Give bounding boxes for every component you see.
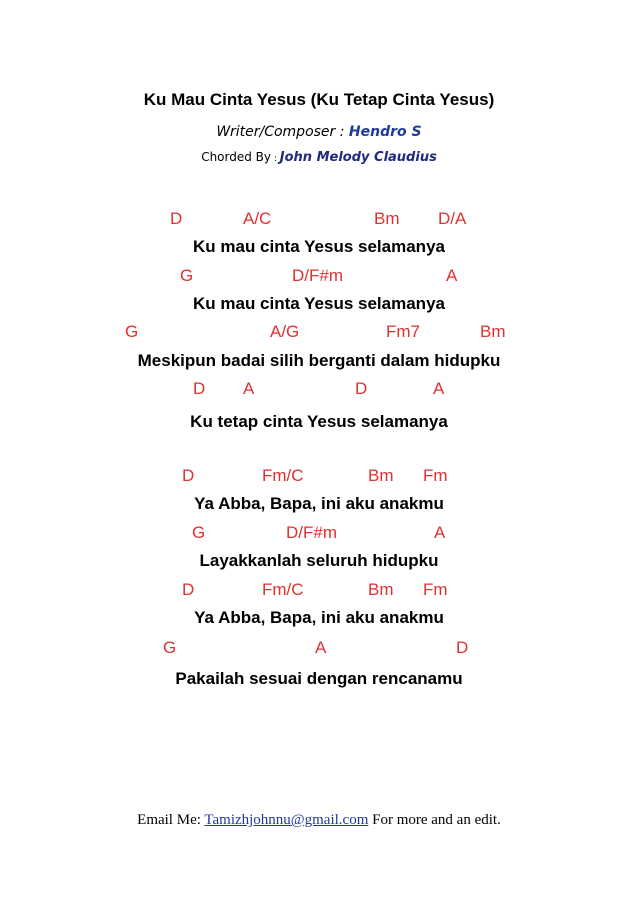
song-title: Ku Mau Cinta Yesus (Ku Tetap Cinta Yesus) xyxy=(143,90,495,109)
contact-footer xyxy=(0,812,638,829)
chord: D/A xyxy=(438,209,467,228)
chord: A xyxy=(446,266,458,285)
writer-credit xyxy=(0,124,638,140)
chord: D xyxy=(355,379,368,398)
chord: D xyxy=(456,638,469,657)
footer-suffix: For more and an edit. xyxy=(368,812,501,828)
chord: D xyxy=(182,466,195,485)
chord: G xyxy=(192,523,206,542)
chord: A/C xyxy=(243,209,272,228)
chord: Fm/C xyxy=(262,466,304,485)
chord: G xyxy=(125,322,139,341)
chord: A xyxy=(434,523,446,542)
chord: Bm xyxy=(368,580,394,599)
chord: D/F#m xyxy=(292,266,343,285)
writer-name: Hendro S xyxy=(348,124,422,140)
chord: G xyxy=(180,266,194,285)
chord: G xyxy=(163,638,177,657)
lyric-line: Ku mau cinta Yesus selamanya xyxy=(193,294,445,313)
chorded-label: Chorded By xyxy=(201,150,272,164)
lyric-line: Ku mau cinta Yesus selamanya xyxy=(193,237,445,256)
chorded-separator: : xyxy=(271,154,280,164)
chord: Fm/C xyxy=(262,580,304,599)
chord: A xyxy=(315,638,327,657)
chorded-credit xyxy=(0,150,638,165)
chord: A xyxy=(243,379,255,398)
chord: D/F#m xyxy=(286,523,337,542)
chord: D xyxy=(170,209,183,228)
chorded-name: John Melody Claudius xyxy=(279,150,437,165)
lyric-line: Meskipun badai silih berganti dalam hidupku xyxy=(137,351,501,370)
lyric-line: Ya Abba, Bapa, ini aku anakmu xyxy=(194,608,444,627)
lyric-line: Layakkanlah seluruh hidupku xyxy=(199,551,439,570)
lyric-line: Ku tetap cinta Yesus selamanya xyxy=(190,412,448,431)
chord: Bm xyxy=(368,466,394,485)
chord: A/G xyxy=(270,322,300,341)
lyric-line: Ya Abba, Bapa, ini aku anakmu xyxy=(194,494,444,513)
email-link[interactable]: Tamizhjohnnu@gmail.com xyxy=(204,812,369,828)
writer-label: Writer/Composer : xyxy=(216,124,349,140)
chord: D xyxy=(182,580,195,599)
chord: Bm xyxy=(374,209,400,228)
lyric-line: Pakailah sesuai dengan rencanamu xyxy=(175,669,463,688)
chord: Bm xyxy=(480,322,506,341)
chord: A xyxy=(433,379,445,398)
footer-prefix: Email Me: xyxy=(137,812,205,828)
chord: Fm7 xyxy=(386,322,420,341)
chord: D xyxy=(193,379,206,398)
chord: Fm xyxy=(423,466,448,485)
chord: Fm xyxy=(423,580,448,599)
